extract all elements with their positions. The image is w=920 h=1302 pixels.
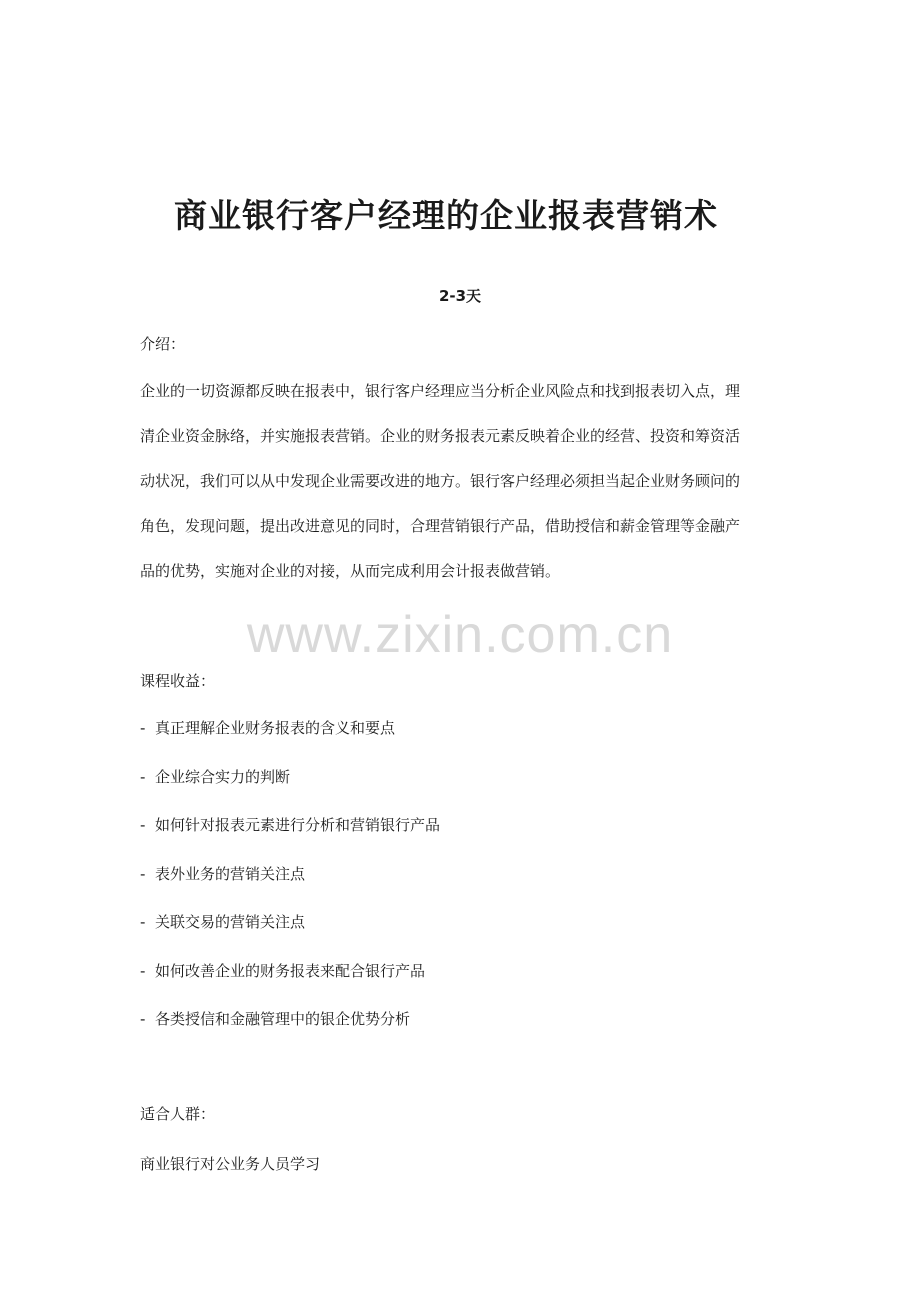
watermark-text: www.zixin.com.cn xyxy=(246,606,674,664)
document-title: 商业银行客户经理的企业报表营销术 xyxy=(174,196,718,235)
list-item xyxy=(140,765,785,789)
bullet-dash: - xyxy=(140,1010,146,1028)
bullet-dash: - xyxy=(140,961,146,980)
audience-text: 商业银行对公业务人员学习 xyxy=(140,1155,321,1173)
benefits-list xyxy=(140,716,785,1056)
intro-line: 动状况，我们可以从中发现企业需要改进的地方。银行客户经理必须担当起企业财务顾问的 xyxy=(140,472,741,490)
bullet-dash: - xyxy=(140,913,146,931)
intro-line: 清企业资金脉络，并实施报表营销。企业的财务报表元素反映着企业的经营、投资和筹资活 xyxy=(140,427,741,445)
list-item xyxy=(140,959,785,983)
intro-line: 企业的一切资源都反映在报表中，银行客户经理应当分析企业风险点和找到报表切入点，理 xyxy=(140,382,741,400)
audience-label: 适合人群： xyxy=(140,1105,216,1123)
list-item xyxy=(140,813,785,837)
list-item xyxy=(140,716,785,740)
list-item xyxy=(140,862,785,886)
intro-line: 角色，发现问题，提出改进意见的同时，合理营销银行产品，借助授信和薪金管理等金融产 xyxy=(140,517,741,535)
list-item-text: 如何针对报表元素进行分析和营销银行产品 xyxy=(155,816,441,834)
benefits-label: 课程收益： xyxy=(140,672,216,690)
list-item xyxy=(140,1007,785,1031)
list-item-text: 企业综合实力的判断 xyxy=(155,767,291,786)
list-item-text: 各类授信和金融管理中的银企优势分析 xyxy=(155,1010,411,1028)
list-item xyxy=(140,910,785,934)
intro-line: 品的优势，实施对企业的对接，从而完成利用会计报表做营销。 xyxy=(140,562,561,580)
bullet-dash: - xyxy=(140,767,146,786)
list-item-text: 关联交易的营销关注点 xyxy=(155,913,306,931)
list-item-text: 表外业务的营销关注点 xyxy=(155,864,306,883)
bullet-dash: - xyxy=(140,816,146,834)
bullet-dash: - xyxy=(140,864,146,883)
course-duration: 2-3天 xyxy=(438,287,482,305)
intro-label: 介绍： xyxy=(140,335,186,353)
bullet-dash: - xyxy=(140,719,146,737)
intro-paragraph xyxy=(140,376,785,601)
list-item-text: 如何改善企业的财务报表来配合银行产品 xyxy=(155,961,426,980)
list-item-text: 真正理解企业财务报表的含义和要点 xyxy=(155,719,396,737)
